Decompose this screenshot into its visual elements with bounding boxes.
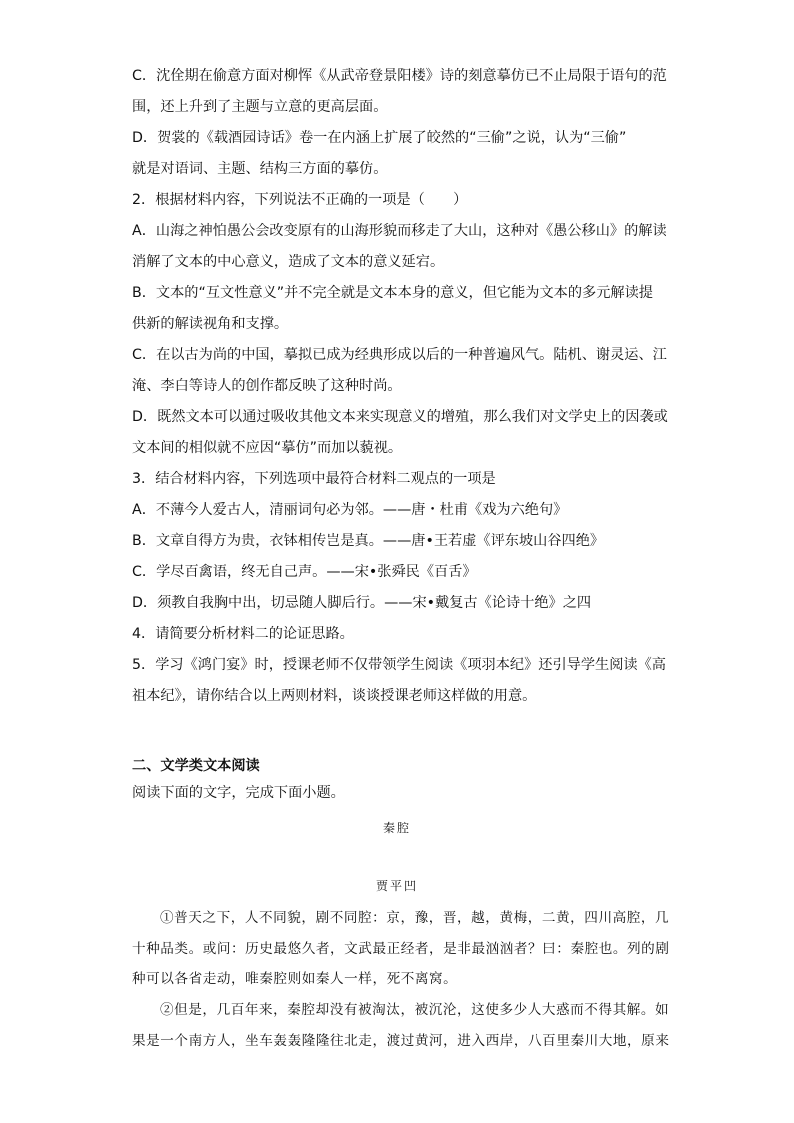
article-author: 贾平凹 (375, 879, 418, 893)
q2-option-b-line1: B．文本的“互文性意义”并不完全就是文本本身的意义，但它能为文本的多元解读提 (132, 285, 653, 301)
q2-option-d-line2: 文本间的相似就不应因“摹仿”而加以藐视。 (132, 440, 403, 456)
q2-option-d-line1: D．既然文本可以通过吸收其他文本来实现意义的增殖，那么我们对文学史上的因袭或 (132, 409, 668, 425)
q2-option-c-line2: 淹、李白等诗人的创作都反映了这种时尚。 (132, 378, 402, 394)
q2-option-a-line2: 消解了文本的中心意义，造成了文本的意义延宕。 (132, 254, 445, 270)
q3-stem: 3．结合材料内容，下列选项中最符合材料二观点的一项是 (132, 471, 496, 487)
q1-option-c-line1: C．沈佺期在偷意方面对柳恽《从武帝登景阳楼》诗的刻意摹仿已不止局限于语句的范 (132, 68, 667, 84)
q5-stem-line1: 5．学习《鸿门宴》时，授课老师不仅带领学生阅读《项羽本纪》还引导学生阅读《高 (132, 657, 666, 673)
para2-line2: 果是一个南方人，坐车轰轰隆隆往北走，渡过黄河，进入西岸，八百里秦川大地，原来 (132, 1033, 670, 1049)
article-title: 秦腔 (382, 821, 411, 835)
q2-option-c-line1: C．在以古为尚的中国，摹拟已成为经典形成以后的一种普遍风气。陆机、谢灵运、江 (132, 347, 667, 363)
q2-stem: 2．根据材料内容，下列说法不正确的一项是（ ） (132, 192, 468, 208)
para1-line3: 种可以各省走动，唯秦腔则如秦人一样，死不离窝。 (132, 971, 458, 987)
q2-option-a-line1: A．山海之神怕愚公会改变原有的山海形貌而移走了大山，这种对《愚公移山》的解读 (132, 223, 667, 239)
para1-line1: ①普天之下，人不同貌，剧不同腔：京，豫，晋，越，黄梅，二黄，四川高腔，几 (160, 910, 670, 926)
q3-option-d: D．须教自我胸中出，切忌随人脚后行。——宋•戴复古《论诗十绝》之四 (132, 595, 592, 611)
q3-option-a: A．不薄今人爱古人，清丽词句必为邻。——唐・杜甫《戏为六绝句》 (132, 502, 568, 518)
q5-stem-line2: 祖本纪》，请你结合以上两则材料，谈谈授课老师这样做的用意。 (132, 688, 537, 704)
q2-option-b-line2: 供新的解读视角和支撑。 (132, 316, 289, 332)
q1-option-c-line2: 围，还上升到了主题与立意的更高层面。 (132, 99, 388, 115)
para1-line2: 十种品类。或问：历史最悠久者，文武最正经者，是非最汹汹者？曰：秦腔也。列的剧 (132, 941, 670, 957)
q1-option-d-line2: 就是对语词、主题、结构三方面的摹仿。 (132, 161, 388, 177)
section-heading: 二、文学类文本阅读 (132, 758, 260, 774)
q3-option-b: B．文章自得方为贵，衣钵相传岂是真。——唐•王若虚《评东坡山谷四绝》 (132, 533, 605, 549)
q3-option-c: C．学尽百禽语，终无自己声。——宋•张舜民《百舌》 (132, 564, 477, 580)
q4-stem: 4．请简要分析材料二的论证思路。 (132, 626, 354, 642)
para2-line1: ②但是，几百年来，秦腔却没有被淘汰，被沉沦，这使多少人大惑而不得其解。如 (160, 1002, 670, 1018)
q1-option-d-line1: D．贺裳的《载酒园诗话》卷一在内涵上扩展了皎然的“三偷”之说，认为“三偷” (132, 130, 627, 146)
section-instruction: 阅读下面的文字，完成下面小题。 (132, 785, 345, 801)
